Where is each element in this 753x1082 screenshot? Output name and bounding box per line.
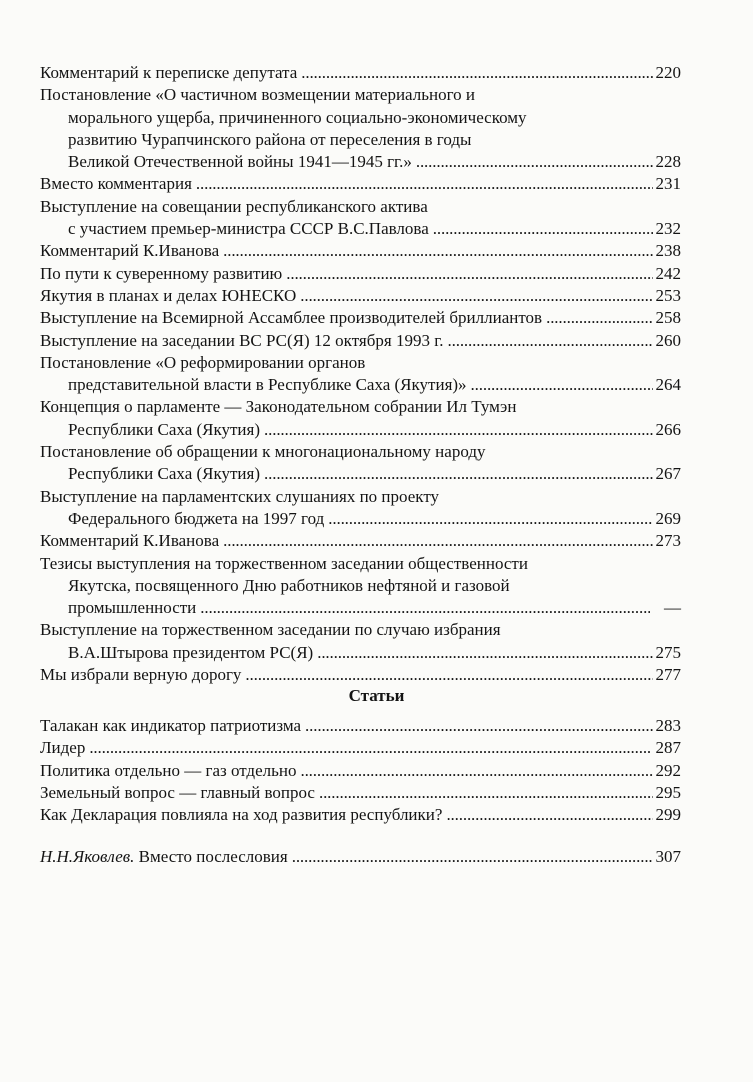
toc-entry-page: — (664, 598, 681, 618)
dot-leader (245, 664, 652, 686)
toc-entry (40, 240, 681, 262)
toc-entry-title-line: Постановление «О частичном возмещении материального и (40, 85, 475, 105)
toc-entry-page: 242 (655, 263, 681, 283)
toc-entry (40, 196, 681, 241)
toc-entry-title-line: Постановление «О реформировании органов (40, 352, 366, 372)
dot-leader (446, 804, 652, 826)
toc-entry-title-line: Выступление на заседании ВС РС(Я) 12 октября 1993 г. (40, 330, 444, 350)
toc-entry (40, 441, 681, 486)
dot-leader (264, 463, 652, 485)
toc-entry (40, 285, 681, 307)
toc-entry (40, 782, 681, 804)
toc-entry-title-line: Комментарий К.Иванова (40, 241, 220, 261)
toc-entry-title-line: Якутия в планах и делах ЮНЕСКО (40, 285, 297, 305)
toc-entry-page: 299 (655, 805, 681, 825)
dot-leader (448, 330, 653, 352)
dot-leader (433, 218, 653, 240)
toc-entry-page: 283 (655, 716, 681, 735)
toc-entry-title-line: Республики Саха (Якутия) (68, 419, 261, 439)
dot-leader (292, 846, 653, 868)
dot-leader (317, 642, 652, 664)
toc-entry-page: 238 (655, 241, 681, 261)
toc-entry-title-line: Федерального бюджета на 1997 год (68, 508, 325, 528)
toc-entry-page: 269 (655, 508, 681, 528)
toc-entry-title-line: Великой Отечественной войны 1941—1945 гг.» (68, 152, 412, 172)
dot-leader (328, 508, 652, 530)
toc-entry-title-line: морального ущерба, причиненного социально-экономическому (68, 107, 527, 127)
toc-entry-page: 260 (655, 330, 681, 350)
toc-entry-page: 295 (655, 782, 681, 802)
toc-entry-page: 232 (655, 219, 681, 239)
toc-entry-title-line: Якутска, посвященного Дню работников нефтяной и газовой (68, 575, 510, 595)
toc-entry (40, 263, 681, 285)
afterword-title: Вместо послесловия (134, 847, 288, 866)
toc-entry-page: 266 (655, 419, 681, 439)
toc-entry (40, 760, 681, 782)
toc-list-articles (40, 715, 681, 826)
toc-entry-page: 273 (655, 531, 681, 551)
afterword-author: Н.Н.Яковлев. (40, 847, 135, 866)
toc-entry (40, 486, 681, 531)
toc-entry (40, 173, 681, 195)
toc-entry (40, 737, 681, 759)
toc-entry-title-line: развитию Чурапчинского района от переселения в годы (68, 129, 472, 149)
dot-leader (546, 307, 652, 329)
dot-leader (196, 173, 653, 195)
toc-entry-title-line: Концепция о парламенте — Законодательном собрании Ил Тумэн (40, 397, 517, 417)
toc-entry (40, 330, 681, 352)
dot-leader (286, 263, 652, 285)
toc-entry (40, 396, 681, 441)
dot-leader (301, 62, 652, 84)
dot-leader (89, 737, 652, 759)
toc-entry-title-line: Лидер (40, 738, 86, 758)
toc-entry-title-line: представительной власти в Республике Саха (Якутия)» (68, 375, 467, 395)
toc-entry (40, 84, 681, 173)
toc-entry-page: 258 (655, 308, 681, 328)
toc-entry-title-line: Комментарий к переписке депутата (40, 63, 298, 82)
toc-entry-page: 264 (655, 375, 681, 395)
toc-entry-title-line: Выступление на парламентских слушаниях по проекту (40, 486, 440, 506)
toc-entry (40, 664, 681, 686)
dot-leader (416, 151, 653, 173)
afterword-page: 307 (655, 847, 681, 866)
toc-entry-title-line: промышленности (68, 598, 197, 618)
dot-leader (300, 285, 652, 307)
dot-leader (223, 530, 652, 552)
toc-entry (40, 307, 681, 329)
toc-entry-title-line: Тезисы выступления на торжественном заседании общественности (40, 553, 528, 573)
dot-leader (319, 782, 653, 804)
toc-entry-title-line: Выступление на совещании республиканского актива (40, 196, 428, 216)
toc-list-main (40, 62, 681, 686)
toc-entry-page: 220 (655, 63, 681, 82)
toc-entry-page: 287 (655, 738, 681, 758)
toc-entry (40, 715, 681, 737)
toc-entry-title-line: Мы избрали верную дорогу (40, 665, 242, 685)
toc-entry (40, 619, 681, 664)
dot-leader (200, 597, 650, 619)
toc-entry-title-line: Постановление об обращении к многонациональному народу (40, 442, 486, 462)
toc-entry-title-line: Вместо комментария (40, 174, 192, 194)
toc-entry-title-line: По пути к суверенному развитию (40, 263, 283, 283)
toc-entry-page: 267 (655, 464, 681, 484)
toc-entry-title-line: Политика отдельно — газ отдельно (40, 760, 297, 780)
toc-entry (40, 352, 681, 397)
toc-entry-title-line: Комментарий К.Иванова (40, 531, 220, 551)
toc-entry-page: 228 (655, 152, 681, 172)
toc-entry-title-line: Как Декларация повлияла на ход развития республики? (40, 805, 443, 825)
toc-entry-title-line: Республики Саха (Якутия) (68, 464, 261, 484)
toc-entry-page: 292 (655, 760, 681, 780)
dot-leader (300, 760, 652, 782)
toc-entry-title-line: В.А.Штырова президентом РС(Я) (68, 642, 314, 662)
dot-leader (305, 715, 652, 737)
toc-entry-title-line: Выступление на Всемирной Ассамблее производителей бриллиантов (40, 308, 543, 328)
toc-entry-page: 253 (655, 285, 681, 305)
toc-entry-page: 231 (655, 174, 681, 194)
toc-entry-page: 277 (655, 665, 681, 685)
toc-entry (40, 62, 681, 84)
toc-entry (40, 804, 681, 826)
section-heading: Статьи (348, 686, 405, 705)
toc-entry-title-line: с участием премьер-министра СССР В.С.Павлова (68, 219, 429, 239)
dot-leader (471, 374, 653, 396)
toc-entry (40, 530, 681, 552)
toc-entry-title-line: Земельный вопрос — главный вопрос (40, 782, 315, 802)
toc-entry-title-line: Выступление на торжественном заседании по случаю избрания (40, 620, 501, 640)
toc-entry-page: 275 (655, 642, 681, 662)
dot-leader (264, 419, 652, 441)
dot-leader (223, 240, 652, 262)
toc-entry (40, 553, 681, 620)
toc-entry-title-line: Талакан как индикатор патриотизма (40, 716, 302, 735)
toc-list-afterword (40, 846, 681, 868)
toc-entry-afterword (40, 846, 681, 868)
